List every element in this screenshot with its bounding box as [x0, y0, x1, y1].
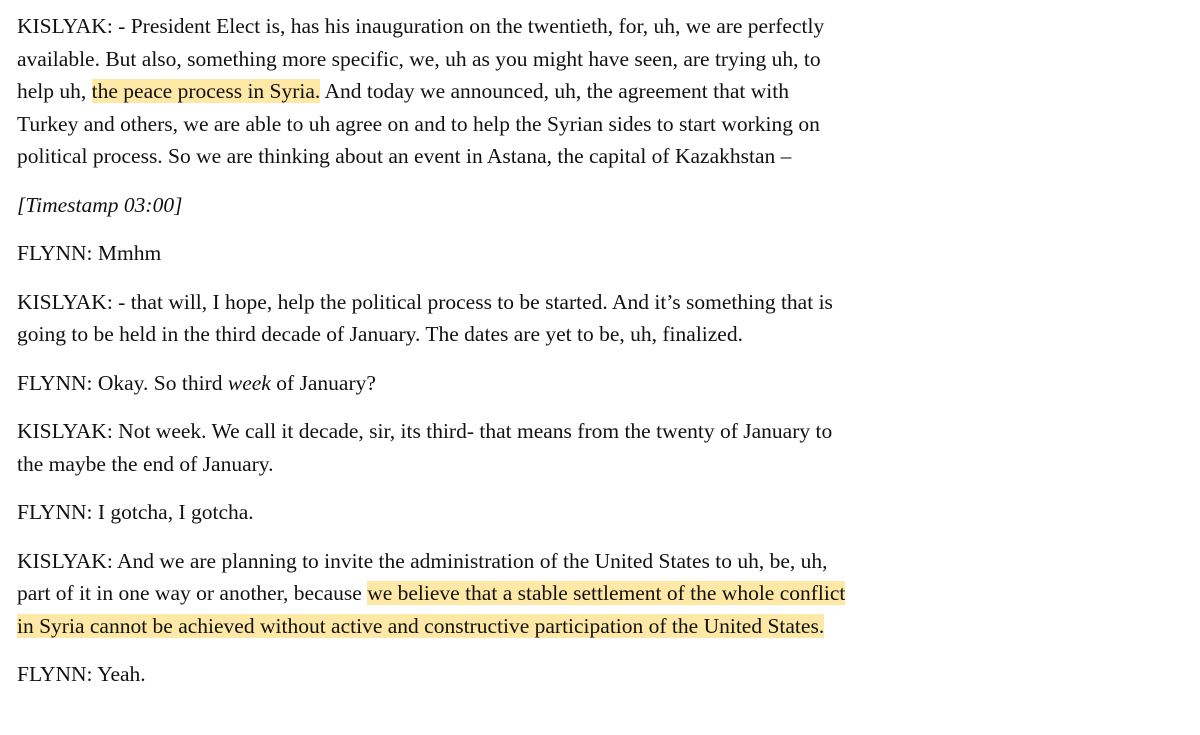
line-text: of January? [270, 370, 376, 395]
transcript-line: FLYNN: Mmhm [17, 241, 162, 265]
transcript-page [17, 10, 1187, 691]
transcript-line [17, 610, 1187, 643]
emphasized-word: week [227, 370, 271, 395]
timestamp-marker [17, 189, 1187, 222]
line-text: part of it in one way or another, because [17, 581, 368, 605]
timestamp-text: [Timestamp 03:00] [17, 192, 183, 217]
flynn-reply-yeah [17, 658, 1187, 691]
highlighted-text: in Syria cannot be achieved without active and constructive participation of the United States. [17, 613, 825, 638]
transcript-line: KISLYAK: Not week. We call it decade, sir, its third- that means from the twenty of January to [17, 419, 833, 443]
kislyak-statement-invitation [17, 545, 1187, 643]
line-text: FLYNN: Okay. So third [17, 370, 228, 395]
flynn-reply-mmhm [17, 237, 1187, 270]
kislyak-statement-inauguration [17, 10, 1187, 173]
transcript-line: FLYNN: Yeah. [17, 662, 146, 686]
highlighted-text: we believe that a stable settlement of the whole conflict [367, 581, 846, 605]
transcript-line: Turkey and others, we are able to uh agree on and to help the Syrian sides to start working on [17, 111, 820, 136]
line-text: And today we announced, uh, the agreement that with [320, 79, 789, 103]
transcript-line: FLYNN: I gotcha, I gotcha. [17, 500, 254, 524]
transcript-line: available. But also, something more specific, we, uh as you might have seen, are trying uh, to [17, 46, 821, 71]
flynn-reply-gotcha [17, 496, 1187, 529]
transcript-line: KISLYAK: - that will, I hope, help the political process to be started. And it’s something that is [17, 289, 833, 314]
kislyak-statement-decade [17, 415, 1187, 480]
transcript-line: political process. So we are thinking about an event in Astana, the capital of Kazakhstan – [17, 144, 792, 168]
transcript-line: KISLYAK: And we are planning to invite the administration of the United States to uh, be, uh, [17, 548, 828, 573]
highlighted-text: the peace process in Syria. [91, 79, 321, 103]
transcript-line: KISLYAK: - President Elect is, has his inauguration on the twentieth, for, uh, we are perfectly [17, 14, 825, 38]
transcript-line [17, 577, 1187, 610]
kislyak-statement-political-process [17, 286, 1187, 351]
transcript-line [17, 367, 1187, 400]
transcript-line: the maybe the end of January. [17, 451, 274, 476]
flynn-question-week [17, 367, 1187, 400]
transcript-line: going to be held in the third decade of January. The dates are yet to be, uh, finalized. [17, 322, 743, 346]
transcript-line [17, 75, 1187, 108]
line-text: help uh, [17, 79, 92, 103]
